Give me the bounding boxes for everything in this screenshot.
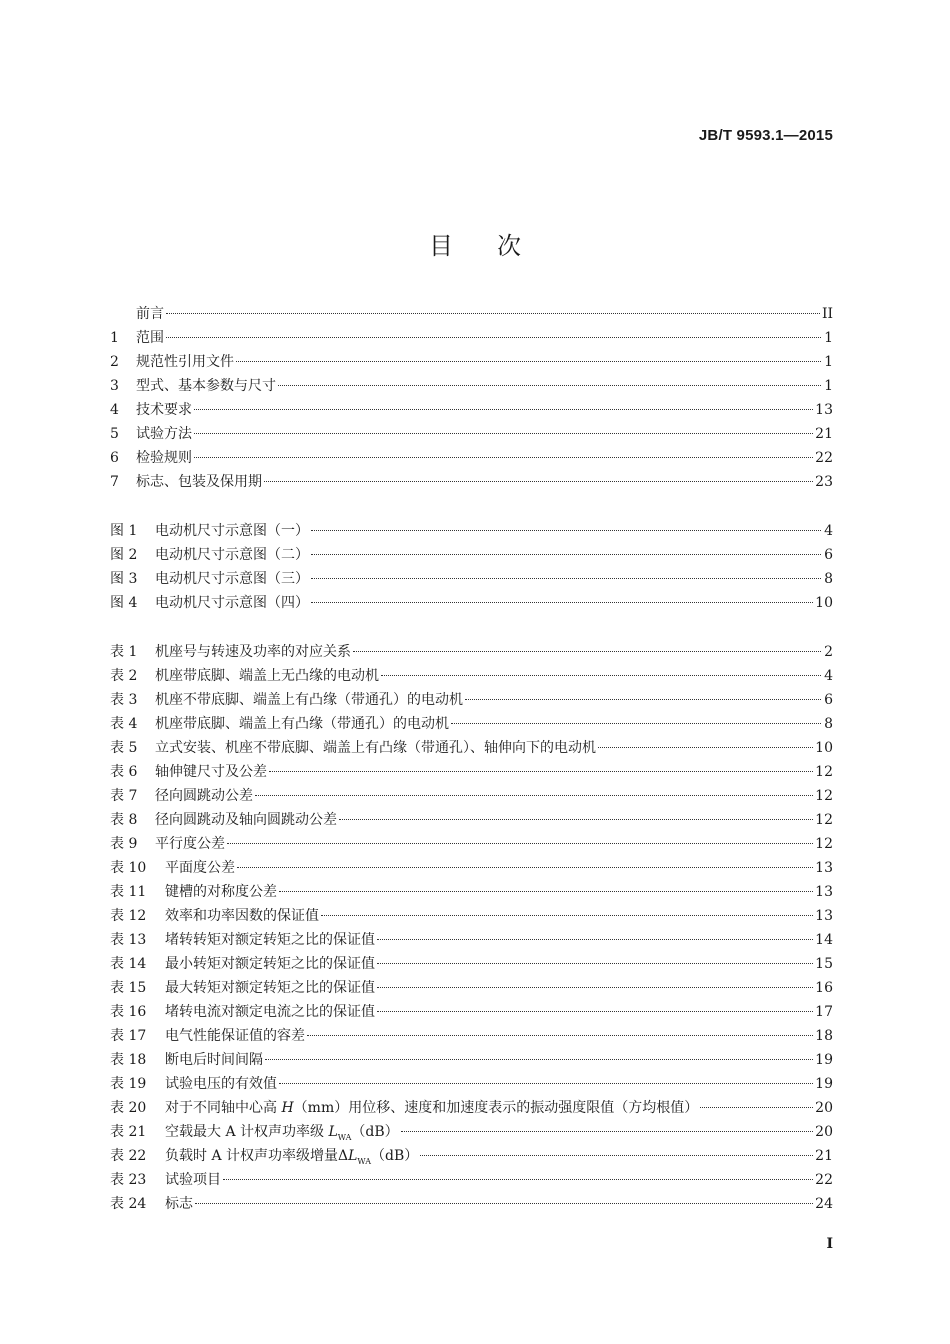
entry-label-part: 对于不同轴中心高 <box>165 1100 282 1116</box>
entry-label: 范围 <box>136 330 164 346</box>
standard-number: JB/T 9593.1—2015 <box>698 127 833 144</box>
entry-number: 表 23 <box>110 1172 147 1188</box>
entry-page: 10 <box>815 740 833 756</box>
toc-entry[interactable] <box>110 1096 833 1120</box>
toc-entry[interactable] <box>110 1024 833 1048</box>
toc-entry[interactable] <box>110 1120 833 1144</box>
toc-entry[interactable] <box>110 326 833 350</box>
entry-page: 6 <box>824 547 833 563</box>
dot-leader <box>265 1059 813 1060</box>
toc-entry[interactable] <box>110 1048 833 1072</box>
entry-page: 12 <box>815 812 833 828</box>
entry-page: 21 <box>815 426 833 442</box>
dot-leader <box>166 313 820 314</box>
toc-entry[interactable] <box>110 446 833 470</box>
entry-label: 电气性能保证值的容差 <box>165 1028 305 1044</box>
entry-page: 13 <box>815 860 833 876</box>
dot-leader <box>166 337 821 338</box>
table-of-contents <box>110 302 833 1216</box>
toc-entry[interactable] <box>110 904 833 928</box>
toc-entry[interactable] <box>110 567 833 591</box>
entry-page: 20 <box>815 1100 833 1116</box>
entry-number: 表 19 <box>110 1076 147 1092</box>
entry-number: 表 7 <box>110 788 138 804</box>
entry-number: 表 22 <box>110 1148 147 1164</box>
entry-number: 图 1 <box>110 523 138 539</box>
toc-entry[interactable] <box>110 760 833 784</box>
toc-gap <box>110 615 833 640</box>
dot-leader <box>194 433 813 434</box>
toc-figures <box>110 519 833 615</box>
entry-number: 表 16 <box>110 1004 147 1020</box>
toc-entry[interactable] <box>110 1192 833 1216</box>
entry-number: 表 17 <box>110 1028 147 1044</box>
toc-entry[interactable] <box>110 543 833 567</box>
entry-page: 12 <box>815 764 833 780</box>
toc-entry[interactable] <box>110 519 833 543</box>
entry-label: 试验方法 <box>136 426 192 442</box>
entry-label: 机座号与转速及功率的对应关系 <box>155 644 351 660</box>
dot-leader <box>279 1083 813 1084</box>
entry-number: 表 12 <box>110 908 147 924</box>
entry-label: 平行度公差 <box>155 836 225 852</box>
entry-page: 4 <box>824 523 833 539</box>
entry-number: 表 10 <box>110 860 147 876</box>
entry-number: 表 24 <box>110 1196 147 1212</box>
toc-entry[interactable] <box>110 302 833 326</box>
dot-leader <box>223 1179 813 1180</box>
toc-entry[interactable] <box>110 712 833 736</box>
dot-leader <box>278 385 821 386</box>
entry-label: 最小转矩对额定转矩之比的保证值 <box>165 956 375 972</box>
entry-page: 22 <box>815 1172 833 1188</box>
entry-number: 图 4 <box>110 595 138 611</box>
entry-label: 键槽的对称度公差 <box>165 884 277 900</box>
entry-label: 径向圆跳动公差 <box>155 788 253 804</box>
dot-leader <box>311 554 821 555</box>
entry-number: 表 13 <box>110 932 147 948</box>
entry-page: 13 <box>815 908 833 924</box>
entry-number: 7 <box>110 474 119 490</box>
toc-entry[interactable] <box>110 664 833 688</box>
dot-leader <box>237 867 813 868</box>
dot-leader <box>269 771 813 772</box>
dot-leader <box>236 361 821 362</box>
entry-number: 表 21 <box>110 1124 147 1140</box>
entry-page: 1 <box>824 330 833 346</box>
entry-number: 表 4 <box>110 716 138 732</box>
toc-entry[interactable] <box>110 736 833 760</box>
toc-entry[interactable] <box>110 880 833 904</box>
page-number: I <box>826 1236 833 1252</box>
toc-entry[interactable] <box>110 374 833 398</box>
toc-entry[interactable] <box>110 928 833 952</box>
toc-entry[interactable] <box>110 470 833 494</box>
toc-entry[interactable] <box>110 808 833 832</box>
entry-number: 3 <box>110 378 119 394</box>
dot-leader <box>311 578 821 579</box>
entry-label-variable: L <box>328 1124 338 1140</box>
toc-entry[interactable] <box>110 784 833 808</box>
entry-number: 表 8 <box>110 812 138 828</box>
entry-page: 14 <box>815 932 833 948</box>
entry-number: 4 <box>110 402 119 418</box>
entry-label: 效率和功率因数的保证值 <box>165 908 319 924</box>
toc-entry[interactable] <box>110 1144 833 1168</box>
entry-page: 1 <box>824 354 833 370</box>
dot-leader <box>377 1011 813 1012</box>
dot-leader <box>465 699 821 700</box>
dot-leader <box>227 843 813 844</box>
entry-label: 堵转电流对额定电流之比的保证值 <box>165 1004 375 1020</box>
entry-number: 表 15 <box>110 980 147 996</box>
dot-leader <box>321 915 813 916</box>
toc-entry[interactable] <box>110 350 833 374</box>
entry-page: 16 <box>815 980 833 996</box>
entry-page: 8 <box>824 716 833 732</box>
entry-label: 标志 <box>165 1196 193 1212</box>
entry-page: II <box>821 306 833 322</box>
entry-label: 试验电压的有效值 <box>165 1076 277 1092</box>
dot-leader <box>377 987 813 988</box>
entry-number: 图 3 <box>110 571 138 587</box>
entry-label: 试验项目 <box>165 1172 221 1188</box>
entry-label-part: （dB） <box>351 1124 399 1140</box>
dot-leader <box>255 795 813 796</box>
entry-page: 8 <box>824 571 833 587</box>
toc-entry[interactable] <box>110 422 833 446</box>
entry-number: 图 2 <box>110 547 138 563</box>
entry-page: 4 <box>824 668 833 684</box>
entry-number: 5 <box>110 426 119 442</box>
entry-label: 标志、包装及保用期 <box>136 474 262 490</box>
entry-page: 20 <box>815 1124 833 1140</box>
dot-leader <box>194 409 813 410</box>
entry-page: 1 <box>824 378 833 394</box>
toc-entry[interactable] <box>110 688 833 712</box>
entry-label: 平面度公差 <box>165 860 235 876</box>
entry-label-part: 空载最大 A 计权声功率级 <box>165 1124 329 1140</box>
dot-leader <box>420 1155 813 1156</box>
dot-leader <box>279 891 813 892</box>
entry-page: 13 <box>815 402 833 418</box>
entry-label: 电动机尺寸示意图（一） <box>155 523 309 539</box>
dot-leader <box>195 1203 813 1204</box>
entry-page: 12 <box>815 788 833 804</box>
toc-tables <box>110 640 833 1216</box>
entry-number: 2 <box>110 354 119 370</box>
entry-number: 表 5 <box>110 740 138 756</box>
entry-page: 6 <box>824 692 833 708</box>
entry-label <box>165 1096 698 1120</box>
entry-label-variable: H <box>281 1100 294 1116</box>
toc-entry[interactable] <box>110 952 833 976</box>
dot-leader <box>451 723 821 724</box>
entry-label: 电动机尺寸示意图（二） <box>155 547 309 563</box>
entry-label: 轴伸键尺寸及公差 <box>155 764 267 780</box>
entry-number: 表 20 <box>110 1100 147 1116</box>
toc-entry[interactable] <box>110 1168 833 1192</box>
toc-title: 目次 <box>429 232 565 260</box>
dot-leader <box>700 1107 813 1108</box>
dot-leader <box>598 747 813 748</box>
entry-number: 表 9 <box>110 836 138 852</box>
entry-label: 检验规则 <box>136 450 192 466</box>
entry-label: 径向圆跳动及轴向圆跳动公差 <box>155 812 337 828</box>
entry-label: 机座带底脚、端盖上无凸缘的电动机 <box>155 668 379 684</box>
entry-label: 电动机尺寸示意图（四） <box>155 595 309 611</box>
dot-leader <box>339 819 813 820</box>
entry-label-part: （dB） <box>371 1148 419 1164</box>
entry-label-part: （mm）用位移、速度和加速度表示的振动强度限值（方均根值） <box>293 1100 699 1116</box>
dot-leader <box>311 602 813 603</box>
entry-label: 前言 <box>136 306 164 322</box>
entry-page: 18 <box>815 1028 833 1044</box>
entry-page: 19 <box>815 1076 833 1092</box>
entry-page: 10 <box>815 595 833 611</box>
entry-label: 机座带底脚、端盖上有凸缘（带通孔）的电动机 <box>155 716 449 732</box>
toc-entry[interactable] <box>110 640 833 664</box>
toc-entry[interactable] <box>110 1072 833 1096</box>
entry-label: 技术要求 <box>136 402 192 418</box>
entry-label-variable: L <box>348 1148 358 1164</box>
entry-number: 表 1 <box>110 644 138 660</box>
entry-label: 规范性引用文件 <box>136 354 234 370</box>
dot-leader <box>381 675 821 676</box>
toc-entry[interactable] <box>110 398 833 422</box>
entry-page: 2 <box>824 644 833 660</box>
dot-leader <box>307 1035 813 1036</box>
entry-number: 表 11 <box>110 884 147 900</box>
entry-page: 22 <box>815 450 833 466</box>
entry-label-part: 负载时 A 计权声功率级增量Δ <box>165 1148 349 1164</box>
toc-entry[interactable] <box>110 832 833 856</box>
entry-number: 表 18 <box>110 1052 147 1068</box>
entry-label: 机座不带底脚、端盖上有凸缘（带通孔）的电动机 <box>155 692 463 708</box>
entry-page: 23 <box>815 474 833 490</box>
entry-label: 堵转转矩对额定转矩之比的保证值 <box>165 932 375 948</box>
entry-page: 21 <box>815 1148 833 1164</box>
entry-label-subscript: WA <box>337 1132 352 1142</box>
entry-label: 电动机尺寸示意图（三） <box>155 571 309 587</box>
dot-leader <box>194 457 813 458</box>
toc-entry[interactable] <box>110 1000 833 1024</box>
entry-page: 13 <box>815 884 833 900</box>
entry-page: 12 <box>815 836 833 852</box>
entry-label: 最大转矩对额定转矩之比的保证值 <box>165 980 375 996</box>
entry-number: 表 6 <box>110 764 138 780</box>
toc-sections <box>110 302 833 494</box>
entry-number: 表 3 <box>110 692 138 708</box>
toc-entry[interactable] <box>110 591 833 615</box>
dot-leader <box>264 481 813 482</box>
dot-leader <box>377 963 813 964</box>
dot-leader <box>401 1131 814 1132</box>
entry-label: 断电后时间间隔 <box>165 1052 263 1068</box>
entry-page: 19 <box>815 1052 833 1068</box>
toc-entry[interactable] <box>110 856 833 880</box>
toc-gap <box>110 494 833 519</box>
dot-leader <box>311 530 821 531</box>
entry-number: 表 14 <box>110 956 147 972</box>
entry-label-subscript: WA <box>357 1156 372 1166</box>
entry-label: 立式安装、机座不带底脚、端盖上有凸缘（带通孔）、轴伸向下的电动机 <box>155 740 596 756</box>
dot-leader <box>353 651 821 652</box>
entry-page: 17 <box>815 1004 833 1020</box>
dot-leader <box>377 939 813 940</box>
entry-label: 型式、基本参数与尺寸 <box>136 378 276 394</box>
entry-page: 15 <box>815 956 833 972</box>
entry-number: 6 <box>110 450 119 466</box>
entry-number: 1 <box>110 330 119 346</box>
toc-entry[interactable] <box>110 976 833 1000</box>
entry-number: 表 2 <box>110 668 138 684</box>
entry-page: 24 <box>815 1196 833 1212</box>
